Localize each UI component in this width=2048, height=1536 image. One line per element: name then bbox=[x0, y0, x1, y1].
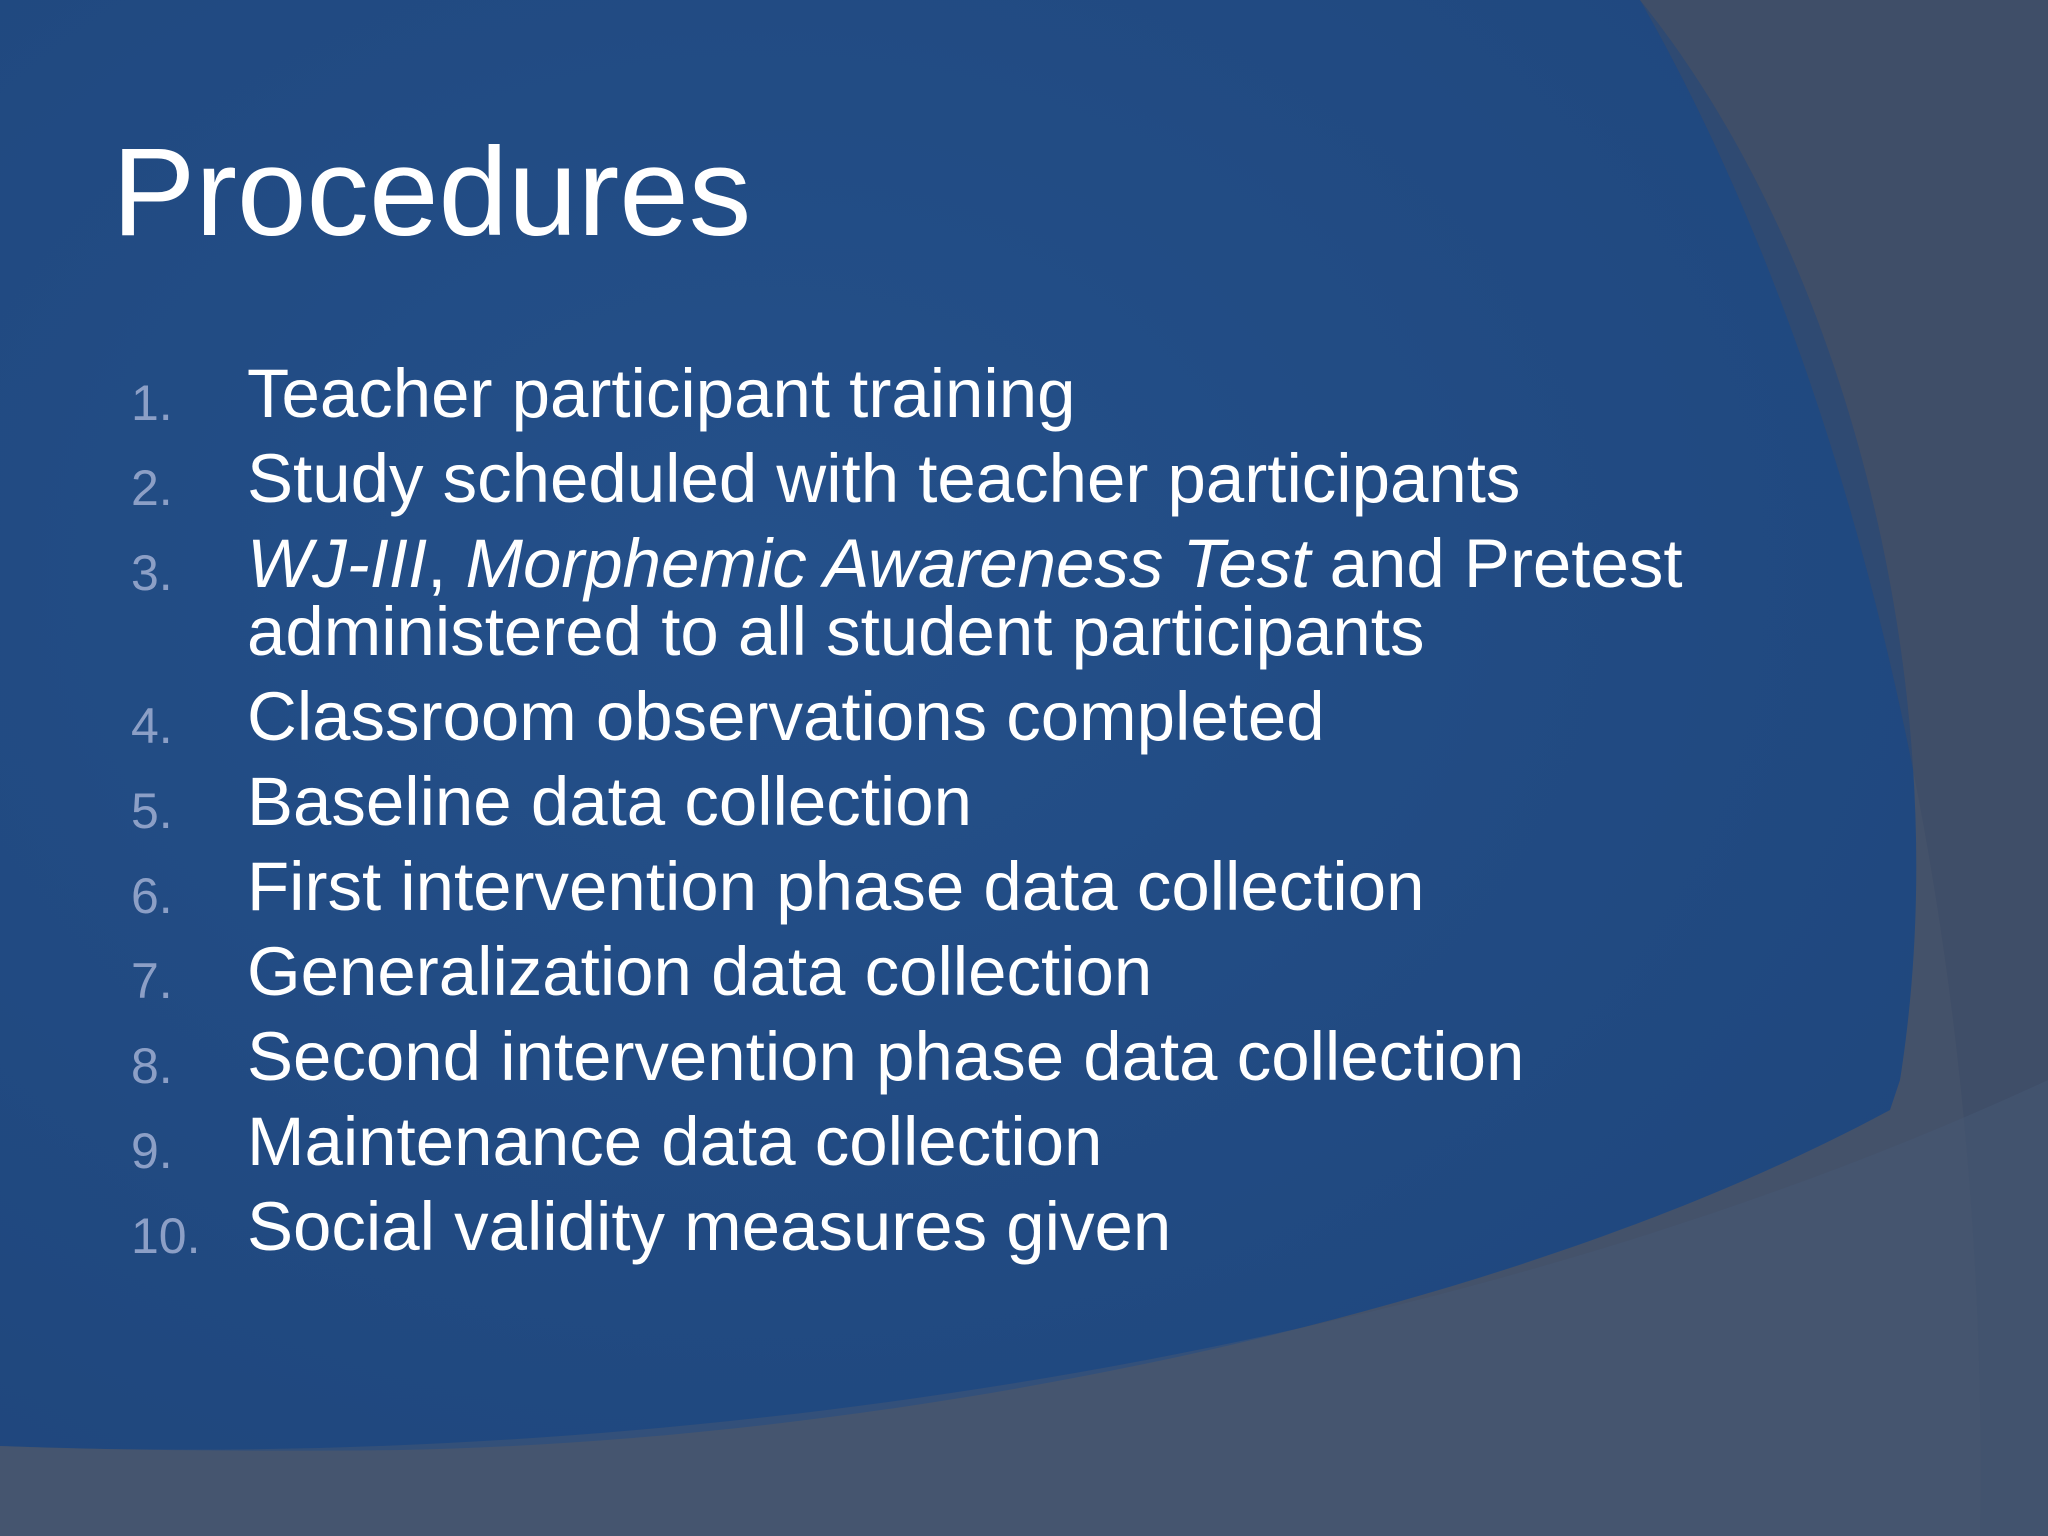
slide-title: Procedures bbox=[112, 123, 752, 262]
list-number: 1. bbox=[131, 375, 173, 431]
list-item bbox=[130, 355, 1683, 432]
list-text: and Pretest bbox=[1310, 525, 1683, 602]
list-number: 9. bbox=[131, 1123, 173, 1179]
list-item bbox=[130, 1018, 1683, 1095]
list-item bbox=[130, 525, 1683, 670]
list-number: 4. bbox=[131, 698, 173, 754]
list-item bbox=[130, 440, 1683, 517]
list-number: 5. bbox=[131, 783, 173, 839]
list-text-separator: , bbox=[427, 525, 466, 602]
list-text-continuation: administered to all student participants bbox=[247, 593, 1425, 670]
list-text: Maintenance data collection bbox=[247, 1103, 1103, 1180]
list-text-italic-test-name: WJ-III bbox=[247, 525, 428, 602]
list-text-italic-test-name: Morphemic Awareness Test bbox=[465, 525, 1311, 602]
list-text: Teacher participant training bbox=[247, 355, 1076, 432]
list-number: 2. bbox=[131, 460, 173, 516]
list-number: 8. bbox=[131, 1038, 173, 1094]
list-text: Generalization data collection bbox=[247, 933, 1153, 1010]
list-text: First intervention phase data collection bbox=[247, 848, 1425, 925]
list-number: 7. bbox=[131, 953, 173, 1009]
list-item bbox=[130, 1103, 1683, 1180]
list-item bbox=[130, 1188, 1683, 1265]
list-text: Social validity measures given bbox=[247, 1188, 1172, 1265]
list-text: Classroom observations completed bbox=[247, 678, 1325, 755]
list-text: Study scheduled with teacher participants bbox=[247, 440, 1521, 517]
list-number: 10. bbox=[131, 1208, 201, 1264]
list-item bbox=[130, 933, 1683, 1010]
list-text: Baseline data collection bbox=[247, 763, 972, 840]
procedures-list bbox=[130, 355, 1683, 1278]
list-text: Second intervention phase data collection bbox=[247, 1018, 1525, 1095]
list-item bbox=[130, 678, 1683, 755]
list-item bbox=[130, 763, 1683, 840]
list-number: 6. bbox=[131, 868, 173, 924]
list-number: 3. bbox=[131, 545, 173, 601]
list-item bbox=[130, 848, 1683, 925]
